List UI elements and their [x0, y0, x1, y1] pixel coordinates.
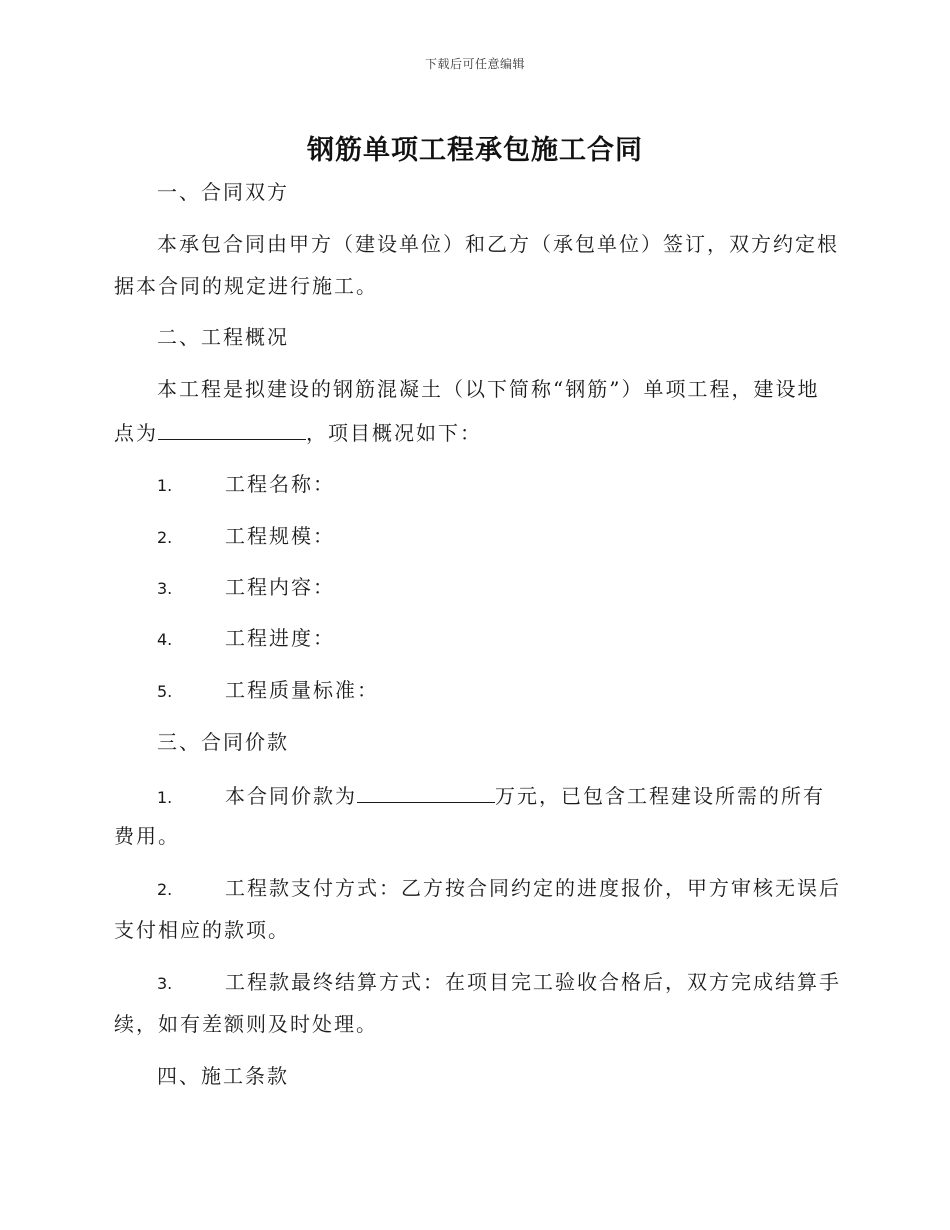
section-heading-price: 三、合同价款 [157, 730, 289, 754]
item-text: 工程规模： [225, 524, 335, 548]
section-heading-overview: 二、工程概况 [157, 325, 289, 349]
item-text: 工程内容： [225, 575, 335, 599]
section-1-paragraph-line-2: 据本合同的规定进行施工。 [114, 274, 378, 298]
location-suffix: ，项目概况如下： [306, 421, 482, 445]
document-title: 钢筋单项工程承包施工合同 [307, 135, 643, 166]
section-heading-parties: 一、合同双方 [157, 180, 289, 204]
overview-item [157, 676, 837, 706]
item-text: 工程款支付方式：乙方按合同约定的进度报价，甲方审核无误后 [225, 876, 841, 900]
section-2-paragraph-line-1: 本工程是拟建设的钢筋混凝土（以下简称“钢筋”）单项工程，建设地 [157, 377, 820, 401]
header-note: 下载后可任意编辑 [424, 57, 525, 71]
section-heading-construction-terms: 四、施工条款 [157, 1064, 289, 1088]
settlement-item-line-1 [157, 968, 841, 998]
item-number: 5. [157, 682, 173, 701]
overview-item [157, 470, 837, 500]
payment-item-line-2: 支付相应的款项。 [114, 918, 290, 942]
item-number: 4. [157, 630, 173, 649]
location-blank [158, 417, 306, 440]
price-blank [357, 780, 495, 803]
overview-item [157, 624, 837, 654]
item-text: 工程进度： [225, 626, 335, 650]
overview-item [157, 573, 837, 603]
item-number: 3. [157, 974, 173, 993]
section-1-paragraph-line-1: 本承包合同由甲方（建设单位）和乙方（承包单位）签订，双方约定根 [157, 232, 839, 256]
location-prefix: 点为 [114, 421, 158, 445]
overview-item [157, 522, 837, 552]
price-suffix: 万元，已包含工程建设所需的所有 [495, 784, 825, 808]
item-number: 3. [157, 579, 173, 598]
item-text: 工程名称： [225, 472, 335, 496]
section-2-paragraph-line-2 [114, 417, 834, 447]
price-item-line-2: 费用。 [114, 824, 180, 848]
item-text: 工程质量标准： [225, 678, 379, 702]
item-number: 1. [157, 788, 173, 807]
price-item-line-1 [157, 780, 837, 812]
settlement-item-line-2: 续，如有差额则及时处理。 [114, 1012, 378, 1036]
item-number: 2. [157, 880, 173, 899]
price-prefix: 本合同价款为 [225, 784, 357, 808]
payment-item-line-1 [157, 874, 841, 904]
item-number: 1. [157, 476, 173, 495]
item-text: 工程款最终结算方式：在项目完工验收合格后，双方完成结算手 [225, 970, 841, 994]
item-number: 2. [157, 528, 173, 547]
